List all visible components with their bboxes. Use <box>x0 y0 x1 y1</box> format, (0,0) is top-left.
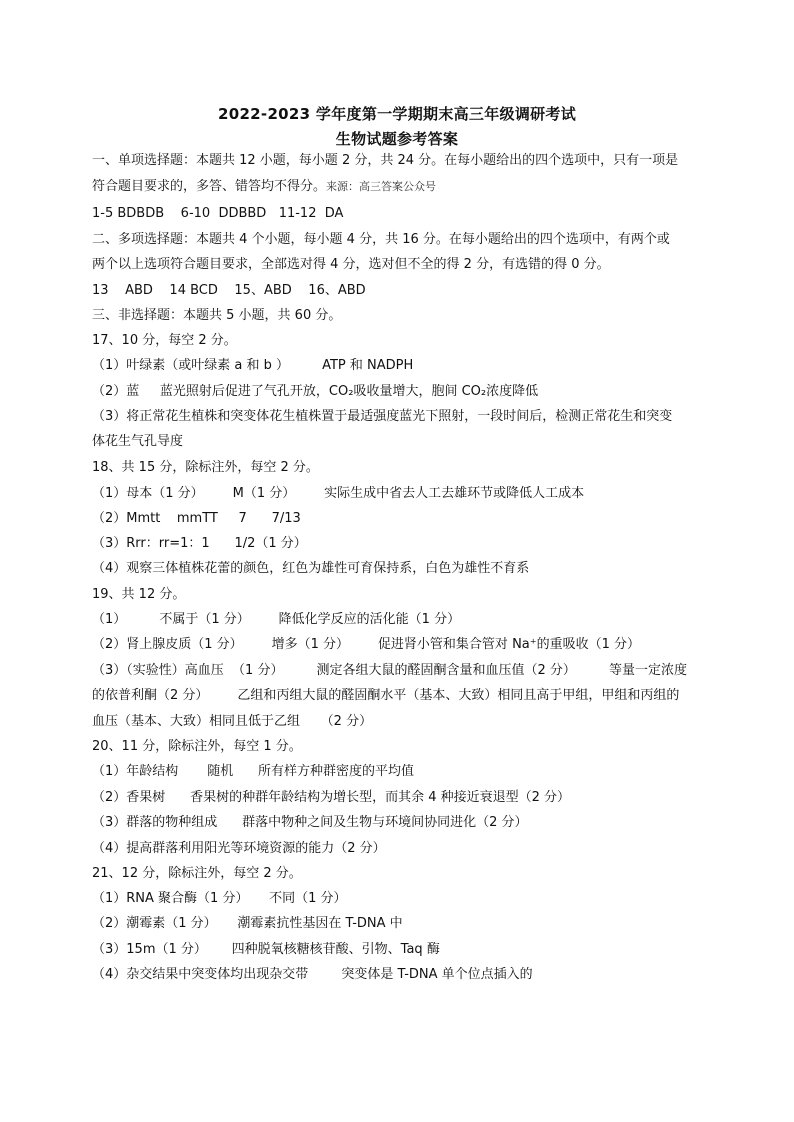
q19-answer-3-line2: 的依普利酮（2 分） 乙组和丙组大鼠的醛固酮水平（基本、大致）相同且高于甲组，甲组和丙组的 <box>92 688 680 703</box>
q17-answer-3-line2: 体花生气孔导度 <box>92 434 184 449</box>
q20-header: 20、11 分，除标注外，每空 1 分。 <box>92 739 302 754</box>
q18-answer-1: （1）母本（1 分） M（1 分） 实际生成中省去人工去雄环节或降低人工成本 <box>92 486 585 501</box>
section2-intro-line1: 二、多项选择题：本题共 4 个小题，每小题 4 分，共 16 分。在每小题给出的四个选项中，有两个或 <box>92 232 670 247</box>
q21-answer-3: （3）15m（1 分） 四种脱氧核糖核苷酸、引物、Taq 酶 <box>92 942 440 957</box>
q18-answer-2: （2）Mmtt mmTT 7 7/13 <box>92 511 301 526</box>
q21-answer-4: （4）杂交结果中突变体均出现杂交带 突变体是 T-DNA 单个位点插入的 <box>92 967 533 982</box>
q19-header: 19、共 12 分。 <box>92 587 186 602</box>
q17-answer-1: （1）叶绿素（或叶绿素 a 和 b ） ATP 和 NADPH <box>92 358 414 373</box>
q20-answer-3: （3）群落的物种组成 群落中物种之间及生物与环境间协同进化（2 分） <box>92 815 528 830</box>
q20-answer-4: （4）提高群落利用阳光等环境资源的能力（2 分） <box>92 841 386 856</box>
q19-answer-2: （2）肾上腺皮质（1 分） 增多（1 分） 促进肾小管和集合管对 Na⁺的重吸收（1 分） <box>92 637 641 652</box>
q18-header: 18、共 15 分，除标注外，每空 2 分。 <box>92 460 319 475</box>
q17-answer-3-line1: （3）将正常花生植株和突变体花生植株置于最适强度蓝光下照射，一段时间后，检测正常花生和突变 <box>92 409 673 424</box>
q20-answer-1: （1）年龄结构 随机 所有样方种群密度的平均值 <box>92 764 414 779</box>
section1-intro-line2 <box>92 179 436 195</box>
section1-answers: 1-5 BDBDB 6-10 DDBBD 11-12 DA <box>92 206 344 221</box>
q19-answer-3-line3: 血压（基本、大致）相同且低于乙组 （2 分） <box>92 714 373 729</box>
q19-answer-1: （1） 不属于（1 分） 降低化学反应的活化能（1 分） <box>92 612 461 627</box>
section2-intro-line2: 两个以上选项符合题目要求，全部选对得 4 分，选对但不全的得 2 分，有选错的得 0 分。 <box>92 257 610 272</box>
q18-answer-4: （4）观察三体植株花蕾的颜色，红色为雄性可育保持系，白色为雄性不育系 <box>92 561 530 576</box>
exam-title: 2022-2023 学年度第一学期期末高三年级调研考试 <box>217 105 577 123</box>
source-note: 来源：高三答案公众号 <box>326 180 437 193</box>
q17-header: 17、10 分，每空 2 分。 <box>92 333 237 348</box>
q21-header: 21、12 分，除标注外，每空 2 分。 <box>92 866 302 881</box>
q19-answer-3-line1: （3）（实验性）高血压 （1 分） 测定各组大鼠的醛固酮含量和血压值（2 分） 等量一定浓度 <box>92 663 687 678</box>
q21-answer-1: （1）RNA 聚合酶（1 分） 不同（1 分） <box>92 891 347 906</box>
section3-header: 三、非选择题：本题共 5 小题，共 60 分。 <box>92 308 342 323</box>
q18-answer-3: （3）Rrr：rr=1：1 1/2（1 分） <box>92 536 307 551</box>
section2-answers: 13 ABD 14 BCD 15、ABD 16、ABD <box>92 283 366 298</box>
q17-answer-2: （2）蓝 蓝光照射后促进了气孔开放，CO₂吸收量增大，胞间 CO₂浓度降低 <box>92 384 539 399</box>
q21-answer-2: （2）潮霉素（1 分） 潮霉素抗性基因在 T-DNA 中 <box>92 916 403 931</box>
section1-intro-line1: 一、单项选择题：本题共 12 小题，每小题 2 分，共 24 分。在每小题给出的四个选项中，只有一项是 <box>92 153 679 168</box>
q20-answer-2: （2）香果树 香果树的种群年龄结构为增长型，而其余 4 种接近衰退型（2 分） <box>92 790 571 805</box>
exam-subtitle: 生物试题参考答案 <box>335 130 459 148</box>
section1-intro-text: 符合题目要求的，多答、错答均不得分。 <box>92 179 327 194</box>
